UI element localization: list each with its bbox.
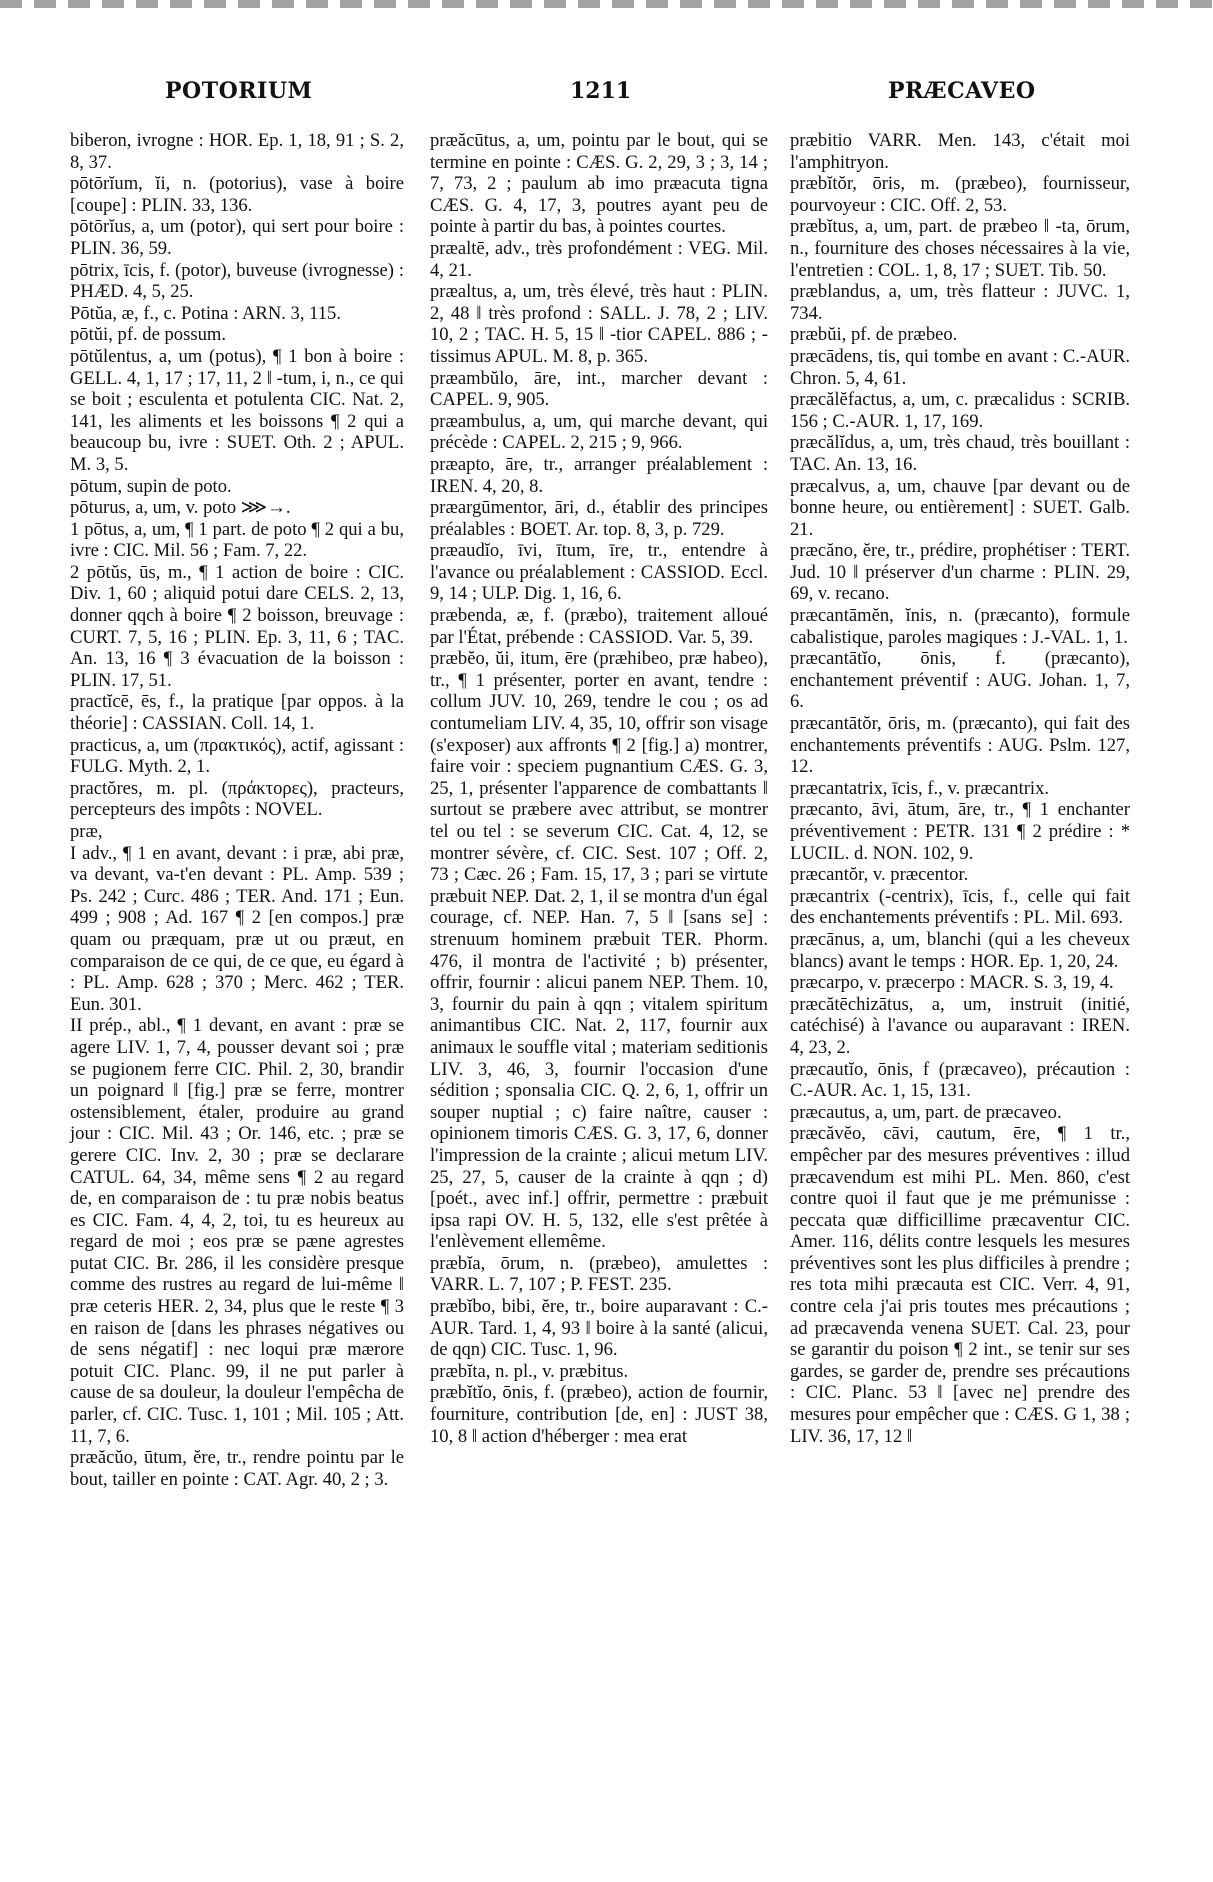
dictionary-entry: biberon, ivrogne : HOR. Ep. 1, 18, 91 ; S. 2, 8, 37. bbox=[70, 130, 404, 173]
dictionary-entry: præcanto, āvi, ātum, āre, tr., ¶ 1 enchanter préventivement : PETR. 131 ¶ 2 prédire : * LUCIL. d. NON. 102, 9. bbox=[790, 799, 1130, 864]
dictionary-entry: præcălĕfactus, a, um, c. præcalidus : SCRIB. 156 ; C.-AUR. 1, 17, 169. bbox=[790, 389, 1130, 432]
dictionary-entry: practŏres, m. pl. (πράκτορες), practeurs, percepteurs des impôts : NOVEL. bbox=[70, 777, 404, 821]
dictionary-entry: præcăvĕo, cāvi, cautum, ēre, ¶ 1 tr., empêcher par des mesures préventives : illud præcavendum est mihi PL. Men. 860, c'est contre quoi il faut que je me prémunisse : peccata quæ difficillime præcaventur CIC. Amer. 116, délits contre lesquels les mesures préventives sont les plus difficiles à prendre ; res tota mihi præcauta est CIC. Verr. 4, 91, contre cela j'ai pris toutes mes précautions ; ad præcavenda venena SUET. Cal. 23, pour se garantir du poison ¶ 2 int., se tenir sur ses gardes, se garder de, prendre ses précautions : CIC. Planc. 53 ‖ [avec ne] prendre des mesures pour empêcher que : CÆS. G 1, 38 ; LIV. 36, 17, 12 ‖ bbox=[790, 1123, 1130, 1447]
dictionary-entry: præăcŭo, ūtum, ĕre, tr., rendre pointu par le bout, tailler en pointe : CAT. Agr. 40, 2 ; 3. bbox=[70, 1447, 404, 1490]
column-right bbox=[790, 130, 1130, 1447]
dictionary-entry: præcantātŏr, ōris, m. (præcanto), qui fait des enchantements préventifs : AUG. Pslm. 127, 12. bbox=[790, 713, 1130, 778]
dictionary-entry: pōtŭi, pf. de possum. bbox=[70, 324, 226, 346]
dictionary-entry: præbenda, æ, f. (præbo), traitement alloué par l'État, prébende : CASSIOD. Var. 5, 39. bbox=[430, 605, 768, 648]
dictionary-entry: præbĭtŏr, ōris, m. (præbeo), fournisseur, pourvoyeur : CIC. Off. 2, 53. bbox=[790, 173, 1130, 216]
dictionary-entry: præăcūtus, a, um, pointu par le bout, qui se termine en pointe : CÆS. G. 2, 29, 3 ; 3, 14 ; 7, 73, 2 ; paulum ab imo præacuta tigna CÆS. G. 4, 17, 3, poutres ayant peu de pointe à partir du bas, à pointes courtes. bbox=[430, 130, 768, 238]
dictionary-entry: præcantātĭo, ōnis, f. (præcanto), enchantement préventif : AUG. Johan. 1, 7, 6. bbox=[790, 648, 1130, 713]
dictionary-entry: Pōtŭa, æ, f., c. Potina : ARN. 3, 115. bbox=[70, 302, 341, 324]
page-number: 1211 bbox=[570, 78, 632, 104]
dictionary-entry: præbĭbo, bibi, ĕre, tr., boire auparavant : C.-AUR. Tard. 1, 4, 93 ‖ boire à la santé (alicui, de qqn) CIC. Tusc. 1, 96. bbox=[430, 1296, 768, 1361]
dictionary-entry: præcautĭo, ōnis, f (præcaveo), précaution : C.-AUR. Ac. 1, 15, 131. bbox=[790, 1058, 1130, 1102]
dictionary-entry: præcăno, ĕre, tr., prédire, prophétiser : TERT. Jud. 10 ‖ préserver d'un charme : PLIN. 29, 69, v. recano. bbox=[790, 540, 1130, 605]
dictionary-entry: præbĭa, ōrum, n. (præbeo), amulettes : VARR. L. 7, 107 ; P. FEST. 235. bbox=[430, 1252, 768, 1296]
dictionary-entry: 2 pōtŭs, ūs, m., ¶ 1 action de boire : CIC. Div. 1, 60 ; aliquid potui dare CELS. 2, 13, donner qqch à boire ¶ 2 boisson, breuvage : CURT. 7, 5, 16 ; PLIN. Ep. 3, 11, 6 ; TAC. An. 13, 16 ¶ 3 évacuation de la boisson : PLIN. 17, 51. bbox=[70, 561, 404, 691]
dictionary-entry: præbĭtus, a, um, part. de præbeo ‖ -ta, ōrum, n., fourniture des choses nécessaires à la vie, l'entretien : COL. 1, 8, 17 ; SUET. Tib. 50. bbox=[790, 216, 1130, 281]
dictionary-entry: practĭcē, ēs, f., la pratique [par oppos. à la théorie] : CASSIAN. Coll. 14, 1. bbox=[70, 691, 404, 735]
dictionary-entry: præambulus, a, um, qui marche devant, qui précède : CAPEL. 2, 215 ; 9, 966. bbox=[430, 410, 768, 454]
dictionary-entry: præbĭtĭo, ōnis, f. (præbeo), action de fournir, fourniture, contribution [de, en] : JUST 38, 10, 8 ‖ action d'héberger : mea erat bbox=[430, 1382, 768, 1447]
dictionary-entry: pōtrix, īcis, f. (potor), buveuse (ivrognesse) : PHÆD. 4, 5, 25. bbox=[70, 259, 404, 303]
dictionary-entry: pōtōrĭum, ĭi, n. (potorius), vase à boire [coupe] : PLIN. 33, 136. bbox=[70, 173, 404, 216]
column-middle bbox=[430, 130, 768, 1447]
column-left bbox=[70, 130, 404, 1490]
dictionary-entry: præbĕo, ŭi, itum, ēre (præhibeo, præ habeo), tr., ¶ 1 présenter, porter en avant, tendre : collum JUV. 10, 269, tendre le cou ; os ad contumeliam LIV. 4, 35, 10, offrir son visage (s'exposer) aux affronts ¶ 2 [fig.] a) montrer, faire voir : speciem pugnantium CÆS. G. 3, 25, 1, présenter l'apparence de combattants ‖ surtout se præbere avec attribut, se montrer tel ou tel : se severum CIC. Cat. 4, 12, se montrer sévère, cf. CIC. Sest. 107 ; Off. 2, 73 ; Cæc. 26 ; Fam. 15, 17, 3 ; pari se virtute præbuit NEP. Dat. 2, 1, il se montra d'un égal courage, cf. NEP. Han. 7, 5 ‖ [sans se] : strenuum hominem præbuit TER. Phorm. 476, il montra de l'activité ; b) présenter, offrir, fournir : alicui panem NEP. Them. 10, 3, fournir du pain à qqn ; vitalem spiritum animantibus CIC. Nat. 2, 117, fournir aux animaux le souffle vital ; materiam seditionis LIV. 3, 46, 3, fournir l'occasion d'une sédition ; sponsalia CIC. Q. 2, 6, 1, offrir un souper nuptial ; c) faire naître, causer : opinionem timoris CÆS. G. 3, 17, 6, donner l'impression de la crainte ; alicui metum LIV. 25, 27, 5, causer de la crainte à qqn ; d) [poét., avec inf.] offrir, permettre : præbuit ipsa rapi OV. H. 5, 132, elle s'est prêtée à l'enlèvement ellemême. bbox=[430, 648, 768, 1253]
dictionary-entry: præbitio VARR. Men. 143, c'était moi l'amphitryon. bbox=[790, 130, 1130, 173]
dictionary-entry: præcantŏr, v. præcentor. bbox=[790, 864, 969, 886]
dictionary-entry: præcādens, tis, qui tombe en avant : C.-AUR. Chron. 5, 4, 61. bbox=[790, 345, 1130, 389]
dictionary-entry: præcānus, a, um, blanchi (qui a les cheveux blancs) avant le temps : HOR. Ep. 1, 20, 24. bbox=[790, 928, 1130, 972]
dictionary-entry: præaudĭo, īvi, ītum, īre, tr., entendre à l'avance ou préalablement : CASSIOD. Eccl. 9, 14 ; ULP. Dig. 1, 16, 6. bbox=[430, 540, 768, 605]
running-head-right: PRÆCAVEO bbox=[888, 78, 1036, 104]
dictionary-entry: præapto, āre, tr., arranger préalablement : IREN. 4, 20, 8. bbox=[430, 453, 768, 497]
dictionary-entry: practicus, a, um (πρακτικός), actif, agissant : FULG. Myth. 2, 1. bbox=[70, 734, 404, 778]
dictionary-entry: præblandus, a, um, très flatteur : JUVC. 1, 734. bbox=[790, 281, 1130, 324]
dictionary-entry: pōtŭlentus, a, um (potus), ¶ 1 bon à boire : GELL. 4, 1, 17 ; 17, 11, 2 ‖ -tum, i, n., ce qui se boit ; esculenta et potulenta CIC. Nat. 2, 141, les aliments et les boissons ¶ 2 qui a beaucoup bu, ivre : SUET. Oth. 2 ; APUL. M. 3, 5. bbox=[70, 345, 404, 475]
dictionary-entry: II prép., abl., ¶ 1 devant, en avant : præ se agere LIV. 1, 7, 4, pousser devant soi ; præ se pugionem ferre CIC. Phil. 2, 30, brandir un poignard ‖ [fig.] præ se ferre, montrer ostensiblement, étaler, produire au grand jour : CIC. Mil. 43 ; Or. 146, etc. ; præ se gerere CIC. Inv. 2, 30 ; præ se declarare CATUL. 64, 34, même sens ¶ 2 au regard de, en comparaison de : tu præ nobis beatus es CIC. Fam. 4, 4, 2, toi, tu es heureux au regard de moi ; eos præ se pæne agrestes putat CIC. Br. 286, il les considère presque comme des rustres au regard de lui-même ‖ præ ceteris HER. 2, 34, plus que le reste ¶ 3 en raison de [dans les phrases négatives ou de sens négatif] : nec loqui præ mærore potuit CIC. Planc. 99, il ne put parler à cause de sa douleur, la douleur l'empêcha de parler, cf. CIC. Tusc. 1, 101 ; Mil. 105 ; Att. 11, 7, 6. bbox=[70, 1015, 404, 1447]
dictionary-entry: præcătēchizātus, a, um, instruit (initié, catéchisé) à l'avance ou auparavant : IREN. 4, 23, 2. bbox=[790, 993, 1130, 1058]
dictionary-entry: præaltē, adv., très profondément : VEG. Mil. 4, 21. bbox=[430, 237, 768, 281]
dictionary-entry: præcantāmĕn, ĭnis, n. (præcanto), formule cabalistique, paroles magiques : J.-VAL. 1, 1. bbox=[790, 605, 1130, 648]
dictionary-entry: præbŭi, pf. de præbeo. bbox=[790, 324, 958, 346]
dictionary-entry: pōtum, supin de poto. bbox=[70, 475, 232, 497]
dictionary-entry: pōtōrĭus, a, um (potor), qui sert pour boire : PLIN. 36, 59. bbox=[70, 216, 404, 259]
dictionary-entry: præambŭlo, āre, int., marcher devant : CAPEL. 9, 905. bbox=[430, 367, 768, 411]
dictionary-entry: præcălĭdus, a, um, très chaud, très bouillant : TAC. An. 13, 16. bbox=[790, 432, 1130, 475]
dictionary-entry: præcautus, a, um, part. de præcaveo. bbox=[790, 1101, 1062, 1123]
running-head-left: POTORIUM bbox=[165, 78, 313, 104]
dictionary-entry: præcalvus, a, um, chauve [par devant ou de bonne heure, ou entièrement] : SUET. Galb. 21. bbox=[790, 475, 1130, 540]
dictionary-entry: I adv., ¶ 1 en avant, devant : i præ, abi præ, va devant, va-t'en devant : PL. Amp. 539 ; Ps. 242 ; Curc. 486 ; TER. And. 171 ; Eun. 499 ; 908 ; Ad. 167 ¶ 2 [en compos.] præ quam ou præquam, præ ut ou præut, en comparaison de ce qui, de ce que, eu égard à : PL. Amp. 628 ; 370 ; Merc. 462 ; TER. Eun. 301. bbox=[70, 842, 404, 1015]
dictionary-entry: præbĭta, n. pl., v. præbitus. bbox=[430, 1360, 629, 1382]
dictionary-entry: pōturus, a, um, v. poto ⋙→. bbox=[70, 497, 291, 519]
top-rule bbox=[0, 0, 1213, 8]
running-head bbox=[60, 78, 1160, 118]
dictionary-entry: præaltus, a, um, très élevé, très haut : PLIN. 2, 48 ‖ très profond : SALL. J. 78, 2 ; LIV. 10, 2 ; TAC. H. 5, 15 ‖ -tior CAPEL. 886 ; -tissimus APUL. M. 8, p. 365. bbox=[430, 281, 768, 367]
dictionary-entry: præcantatrix, īcis, f., v. præcantrix. bbox=[790, 777, 1050, 799]
dictionary-entry: præ, bbox=[70, 821, 103, 842]
dictionary-entry: præargūmentor, āri, d., établir des principes préalables : BOET. Ar. top. 8, 3, p. 729. bbox=[430, 497, 768, 540]
dictionary-entry: præcantrix (-centrix), īcis, f., celle qui fait des enchantements préventifs : PL. Mil. 693. bbox=[790, 885, 1130, 929]
dictionary-entry: præcarpo, v. præcerpo : MACR. S. 3, 19, 4. bbox=[790, 972, 1114, 994]
dictionary-entry: 1 pōtus, a, um, ¶ 1 part. de poto ¶ 2 qui a bu, ivre : CIC. Mil. 56 ; Fam. 7, 22. bbox=[70, 518, 404, 562]
